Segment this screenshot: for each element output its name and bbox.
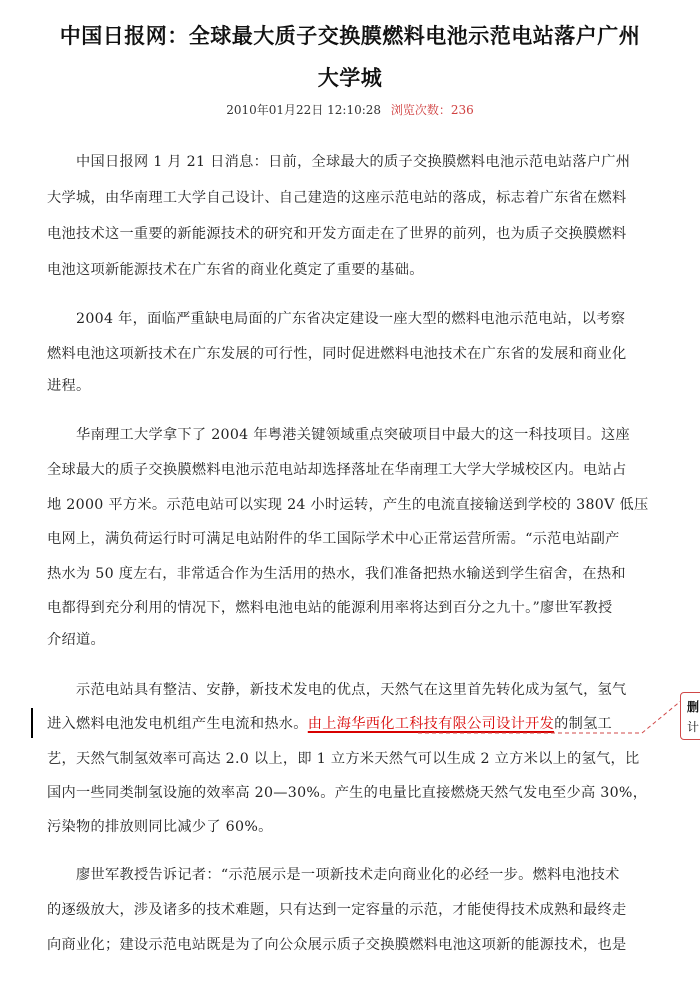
paragraph-4-text: 进入燃料电池发电机组产生电流和热水。 <box>47 716 308 732</box>
paragraph-5-line: 的逐级放大，涉及诸多的技术难题，只有达到一定容量的示范，才能使得技术成熟和最终走 <box>47 902 627 918</box>
paragraph-1-line: 中国日报网 1 月 21 日消息：日前，全球最大的质子交换膜燃料电池示范电站落户广州 <box>76 154 631 170</box>
paragraph-4-line-with-insertion <box>47 713 612 733</box>
document-title-line2: 大学城 <box>317 66 383 90</box>
paragraph-3-line: 全球最大的质子交换膜燃料电池示范电站却选择落址在华南理工大学大学城校区内。电站占 <box>47 462 627 478</box>
paragraph-1-line: 电池技术这一重要的新能源技术的研究和开发方面走在了世界的前列，也为质子交换膜燃料 <box>47 226 627 242</box>
paragraph-1-line: 大学城，由华南理工大学自己设计、自己建造的这座示范电站的落成，标志着广东省在燃料 <box>47 190 627 206</box>
paragraph-3-line: 华南理工大学拿下了 2004 年粤港关键领域重点突破项目中最大的这一科技项目。这座 <box>76 427 630 443</box>
paragraph-5-line: 廖世军教授告诉记者：“示范展示是一项新技术走向商业化的必经一步。燃料电池技术 <box>76 867 620 883</box>
publish-date: 2010年01月22日 12:10:28 <box>226 103 382 117</box>
paragraph-4-line: 国内一些同类制氢设施的效率高 20—30%。产生的电量比直接燃烧天然气发电至少高 30%， <box>47 785 648 801</box>
paragraph-3-line: 介绍道。 <box>47 632 105 648</box>
tracked-insertion[interactable]: 由上海华西化工科技有限公司设计开发 <box>307 716 555 732</box>
view-count: 浏览次数：236 <box>390 103 474 117</box>
paragraph-2-line: 2004 年，面临严重缺电局面的广东省决定建设一座大型的燃料电池示范电站，以考察 <box>76 311 626 327</box>
paragraph-3-line: 热水为 50 度左右，非常适合作为生活用的热水，我们准备把热水输送到学生宿舍，在热和 <box>47 566 626 582</box>
paragraph-3-line: 电都得到充分利用的情况下，燃料电池电站的能源利用率将达到百分之九十。”廖世军教授 <box>47 600 613 616</box>
paragraph-3-line: 电网上，满负荷运行时可满足电站附件的华工国际学术中心正常运营所需。“示范电站副产 <box>47 531 620 547</box>
revision-comment-balloon[interactable] <box>680 692 700 740</box>
paragraph-1-line: 电池这项新能源技术在广东省的商业化奠定了重要的基础。 <box>47 262 424 278</box>
paragraph-2-line: 燃料电池这项新技术在广东发展的可行性，同时促进燃料电池技术在广东省的发展和商业化 <box>47 346 627 362</box>
balloon-text-line2: 计 <box>687 720 700 734</box>
paragraph-4-text-after: 的制氢工 <box>554 716 613 732</box>
article-meta <box>0 101 700 118</box>
revision-change-bar <box>31 708 33 738</box>
paragraph-4-line: 艺，天然气制氢效率可高达 2.0 以上，即 1 立方米天然气可以生成 2 立方米以上的氢气，比 <box>47 751 640 767</box>
document-title-line1: 中国日报网：全球最大质子交换膜燃料电池示范电站落户广州 <box>59 24 641 48</box>
balloon-text-line1: 删 <box>687 700 700 714</box>
paragraph-3-line: 地 2000 平方米。示范电站可以实现 24 小时运转，产生的电流直接输送到学校的 380V 低压 <box>47 497 649 513</box>
paragraph-4-line: 污染物的排放则同比减少了 60%。 <box>47 819 273 835</box>
paragraph-4-line: 示范电站具有整洁、安静，新技术发电的优点，天然气在这里首先转化成为氢气，氢气 <box>76 682 627 698</box>
paragraph-5-line: 向商业化；建设示范电站既是为了向公众展示质子交换膜燃料电池这项新的能源技术，也是 <box>47 937 627 953</box>
paragraph-2-line: 进程。 <box>47 378 91 394</box>
